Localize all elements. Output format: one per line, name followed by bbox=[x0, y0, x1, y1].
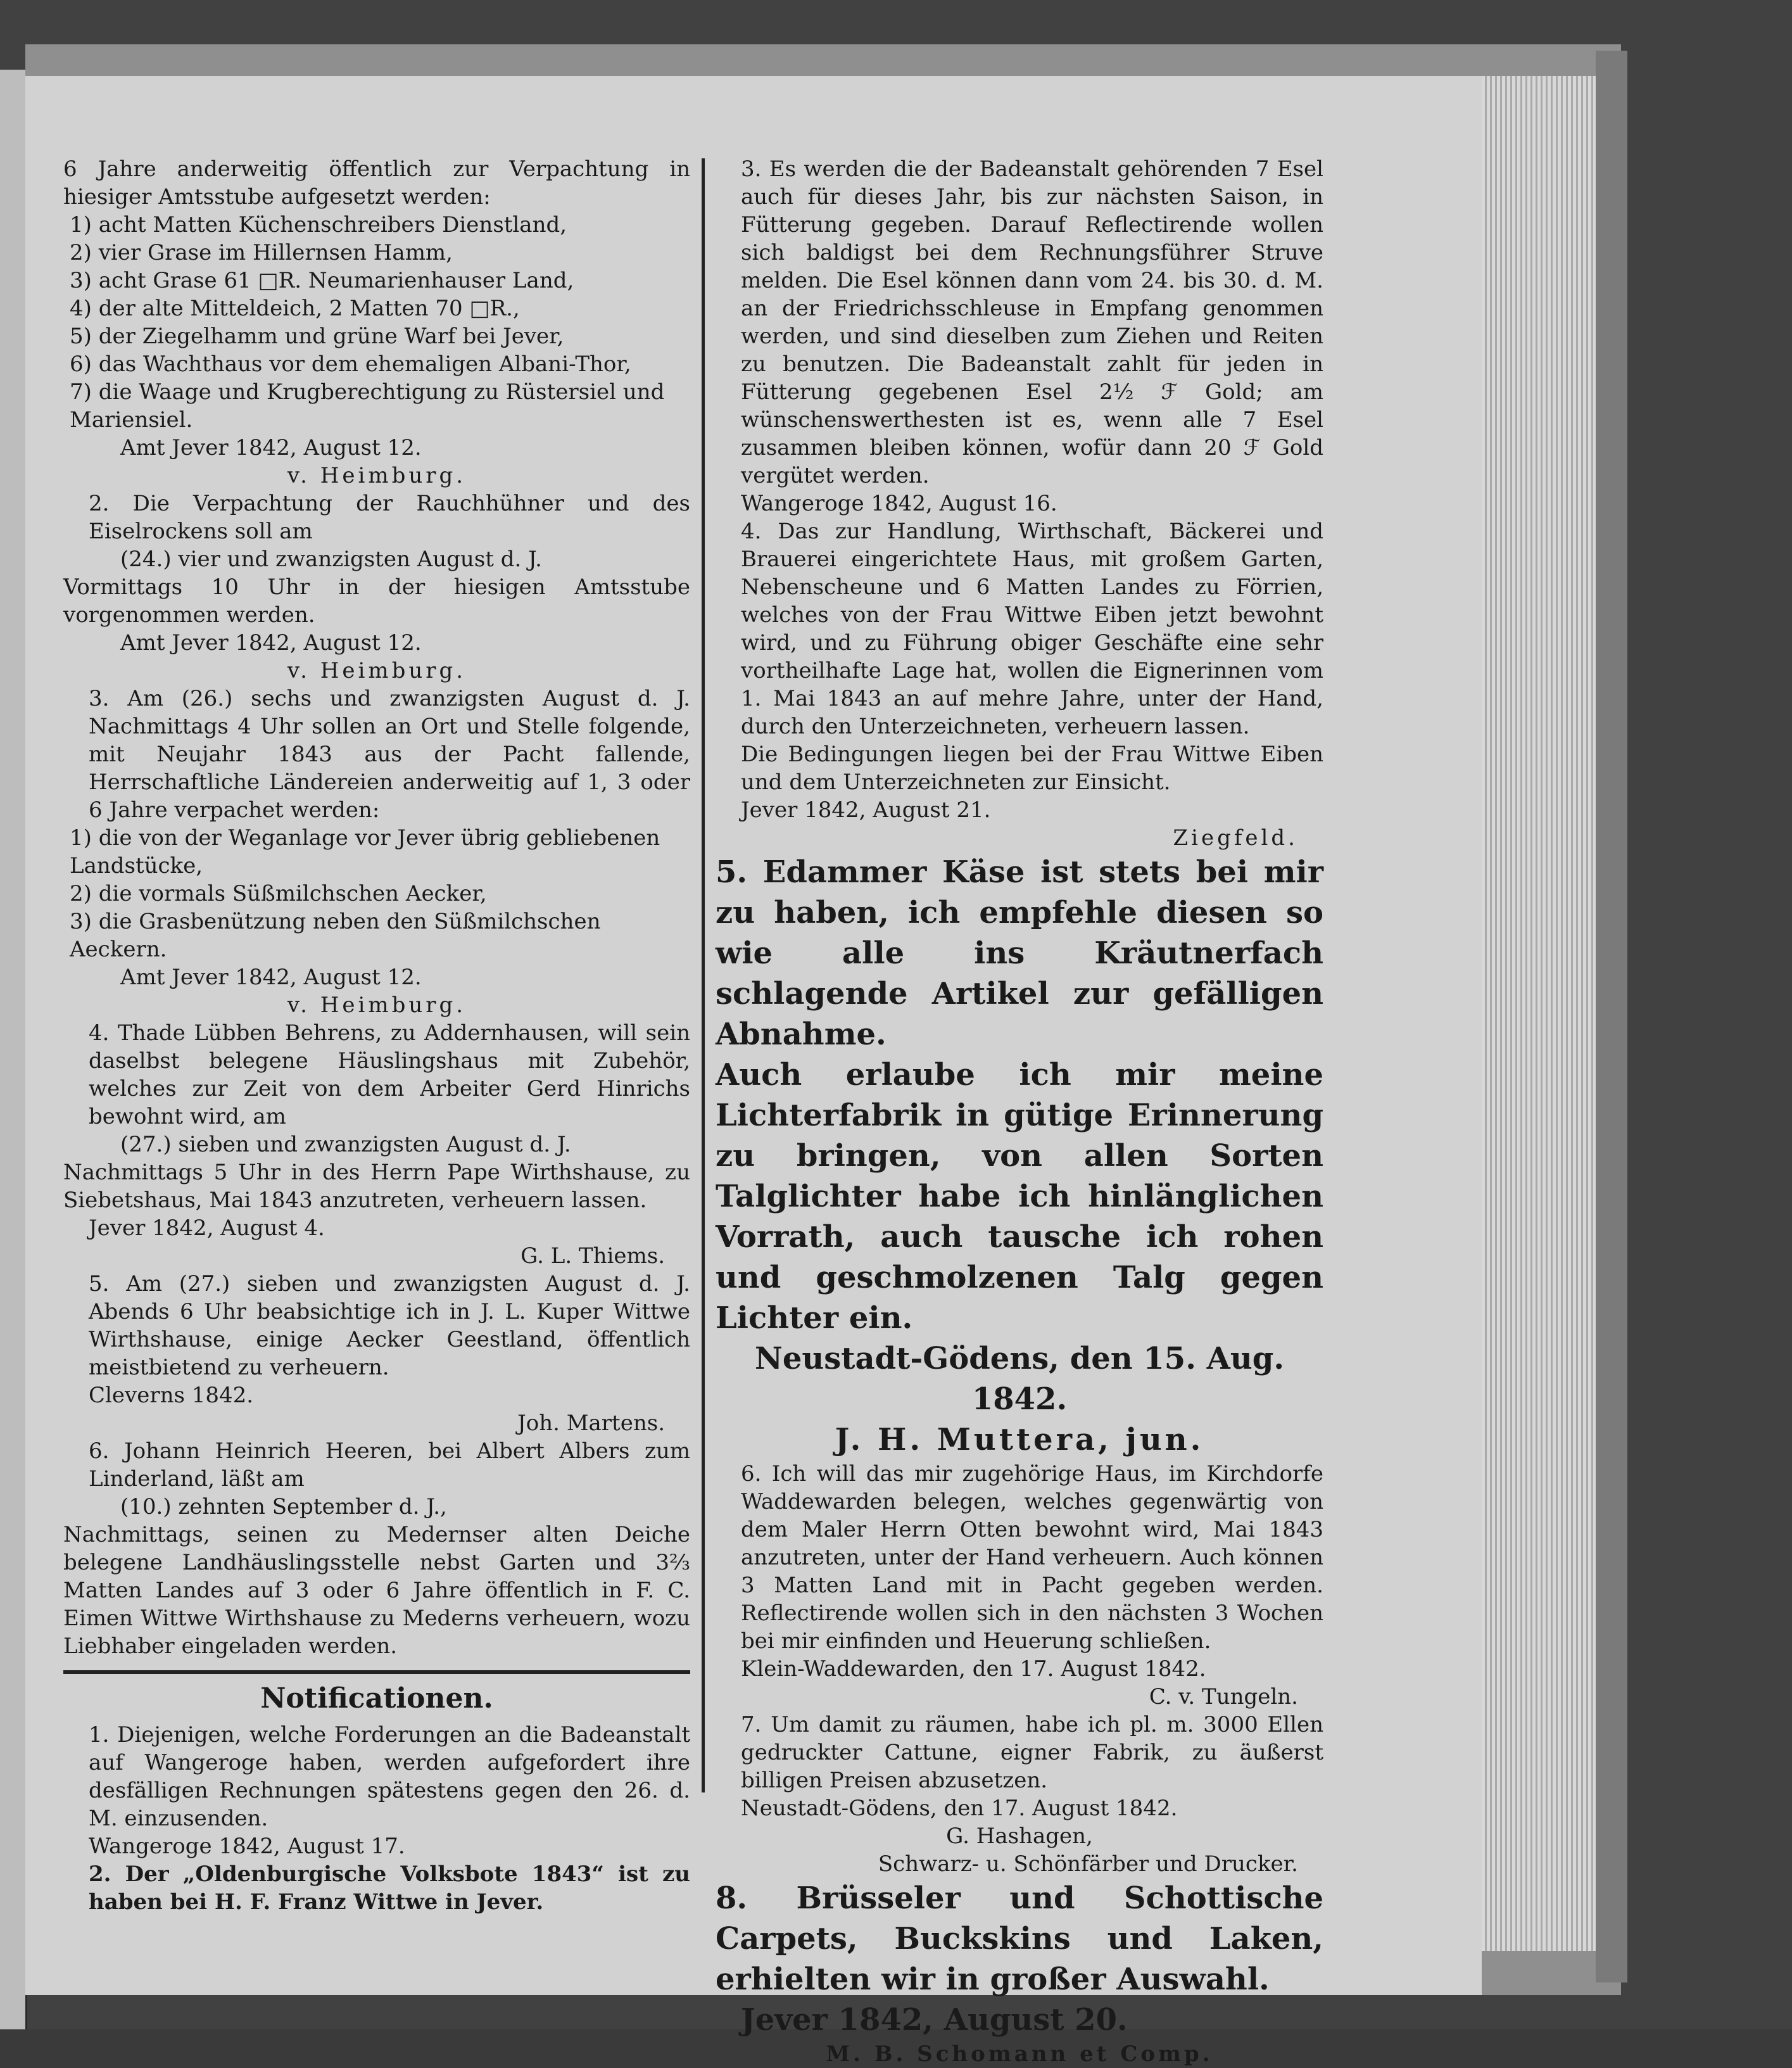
notice-6-text: 6. Johann Heinrich Heeren, bei Albert Albers zum Linderland, läßt am bbox=[89, 1438, 690, 1492]
advert-8-text: 8. Brüsseler und Schottische Carpets, Buckskins und Laken, erhielten wir in großer Auswahl. bbox=[716, 1881, 1323, 1997]
list-item: 2) vier Grase im Hillernsen Hamm, bbox=[70, 240, 453, 265]
signature-name: v. Heimburg. bbox=[287, 658, 467, 683]
notice-6-text: 6. Ich will das mir zugehörige Haus, im Kirchdorfe Waddewarden belegen, welches gegenwärtig von dem Maler Herrn Otten bewohnt wird, Mai 1843 anzutreten, unter der Hand verheuern. Auch können 3 Matten Land mit in Pacht gegeben werden. Reflectirende wollen sich in den nächsten 3 Wochen bei mir einfinden und Heuerung schließen. bbox=[741, 1461, 1323, 1654]
list-item: 3) acht Grase 61 □R. Neumarienhauser Land, bbox=[70, 268, 574, 293]
left-column bbox=[63, 155, 690, 1916]
right-column bbox=[716, 155, 1323, 2068]
notice-3-text: 3. Es werden die der Badeanstalt gehörenden 7 Esel auch für dieses Jahr, bis zur nächsten Saison, in Fütterung gegeben. Darauf Reflectirende wollen sich baldigst bei dem Rechnungsführer Struve melden. Die Esel können dann vom 24. bis 30. d. M. an der Friedrichsschleuse in Empfang genommen werden, und sind dieselben zum Ziehen und Reiten zu benutzen. Die Badeanstalt zahlt für jeden in Fütterung gegebenen Esel 2½ ℱ Gold; am wünschenswerthesten ist es, wenn alle 7 Esel zusammen bleiben können, wofür dann 20 ℱ Gold vergütet werden. bbox=[741, 156, 1323, 488]
section-rule bbox=[63, 1670, 690, 1674]
signature-name: v. Heimburg. bbox=[287, 463, 467, 488]
list-item: 5) der Ziegelhamm und grüne Warf bei Jever, bbox=[70, 324, 564, 349]
notice-4-text2: Nachmittags 5 Uhr in des Herrn Pape Wirthshause, zu Siebetshaus, Mai 1843 anzutreten, verheuern lassen. bbox=[63, 1160, 690, 1213]
signature-place: Amt Jever 1842, August 12. bbox=[120, 435, 422, 460]
notice-3-text: 3. Am (26.) sechs und zwanzigsten August d. J. Nachmittags 4 Uhr sollen an Ort und Stelle folgende, mit Neujahr 1843 aus der Pacht fallende, Herrschaftliche Ländereien anderweitig auf 1, 3 oder 6 Jahre verpachet werden: bbox=[89, 686, 690, 823]
advert-5-text2: Auch erlaube ich mir meine Lichterfabrik in gütige Erinnerung zu bringen, von allen Sorten Talglichter habe ich hinlänglichen Vorrath, auch tausche ich rohen und geschmolzenen Talg gegen Lichter ein. bbox=[716, 1057, 1323, 1336]
list-item: 3) die Grasbenützung neben den Süßmilchschen Aeckern. bbox=[70, 909, 601, 962]
column-divider bbox=[702, 158, 705, 1792]
left-intro: 6 Jahre anderweitig öffentlich zur Verpachtung in hiesiger Amtsstube aufgesetzt werden: bbox=[63, 156, 690, 210]
signature-place: Jever 1842, August 4. bbox=[89, 1215, 325, 1241]
signature-place: Jever 1842, August 20. bbox=[741, 2002, 1128, 2038]
signature-name: C. v. Tungeln. bbox=[1149, 1684, 1298, 1710]
notification-1-signature: Wangeroge 1842, August 17. bbox=[89, 1834, 405, 1859]
signature-name: G. L. Thiems. bbox=[521, 1243, 665, 1269]
notice-4-text: 4. Thade Lübben Behrens, zu Addernhausen, will sein daselbst belegene Häuslingshaus mit Zubehör, welches zur Zeit von dem Arbeiter Gerd Hinrichs bewohnt wird, am bbox=[89, 1020, 690, 1129]
notification-1-text: 1. Diejenigen, welche Forderungen an die Badeanstalt auf Wangeroge haben, werden aufgefordert ihre desfälligen Rechnungen spätestens gegen den 26. d. M. einzusenden. bbox=[89, 1722, 690, 1831]
notice-4-text: 4. Das zur Handlung, Wirthschaft, Bäckerei und Brauerei eingerichtete Haus, mit großem Garten, Nebenscheune und 6 Matten Landes zu Förrien, welches von der Frau Wittwe Eiben jetzt bewohnt wird, und zu Führung obiger Geschäfte eine sehr vortheilhafte Lage hat, wollen die Eignerinnen vom 1. Mai 1843 an auf mehre Jahre, unter der Hand, durch den Unterzeichneten, verheuern lassen. bbox=[741, 519, 1323, 739]
notice-6-date: (10.) zehnten September d. J., bbox=[120, 1494, 447, 1519]
notice-6-text2: Nachmittags, seinen zu Medernser alten Deiche belegene Landhäuslingsstelle nebst Garten und 3⅔ Matten Landes auf 3 oder 6 Jahre öffentlich in F. C. Eimen Wittwe Wirthshause zu Mederns verheuern, wozu Liebhaber eingeladen werden. bbox=[63, 1522, 690, 1659]
signature-name: J. H. Muttera, jun. bbox=[835, 1422, 1204, 1457]
signature-name: G. Hashagen, bbox=[946, 1824, 1093, 1849]
list-item: 6) das Wachthaus vor dem ehemaligen Albani-Thor, bbox=[70, 352, 631, 377]
list-item: 1) acht Matten Küchenschreibers Dienstland, bbox=[70, 212, 567, 238]
signature-place: Klein-Waddewarden, den 17. August 1842. bbox=[741, 1656, 1206, 1682]
advert-5-text: 5. Edammer Käse ist stets bei mir zu haben, ich empfehle diesen so wie alle ins Kräutnerfach schlagende Artikel zur gefälligen Abnahme. bbox=[716, 854, 1323, 1052]
signature-place: Cleverns 1842. bbox=[89, 1383, 254, 1408]
section-heading: Notificationen. bbox=[260, 1682, 493, 1715]
notice-5-text: 5. Am (27.) sieben und zwanzigsten August d. J. Abends 6 Uhr beabsichtige ich in J. L. Kuper Wittwe Wirthshause, einige Aecker Geestland, öffentlich meistbietend zu verheuern. bbox=[89, 1271, 690, 1380]
notice-7-text: 7. Um damit zu räumen, habe ich pl. m. 3000 Ellen gedruckter Cattune, eigner Fabrik, zu äußerst billigen Preisen abzusetzen. bbox=[741, 1712, 1323, 1793]
list-item: 2) die vormals Süßmilchschen Aecker, bbox=[70, 881, 487, 906]
signature-name: Joh. Martens. bbox=[517, 1411, 665, 1436]
notice-2-text2: Vormittags 10 Uhr in der hiesigen Amtsstube vorgenommen werden. bbox=[63, 574, 690, 628]
signature-place: Jever 1842, August 21. bbox=[741, 797, 991, 823]
list-item: 4) der alte Mitteldeich, 2 Matten 70 □R., bbox=[70, 296, 520, 321]
signature-place: Neustadt-Gödens, den 17. August 1842. bbox=[741, 1796, 1178, 1821]
notice-2-date: (24.) vier und zwanzigsten August d. J. bbox=[120, 547, 542, 572]
signature-name: v. Heimburg. bbox=[287, 993, 467, 1018]
signature-place: Amt Jever 1842, August 12. bbox=[120, 630, 422, 656]
list-item: 7) die Waage und Krugberechtigung zu Rüstersiel und Mariensiel. bbox=[70, 379, 665, 433]
signature-place: Neustadt-Gödens, den 15. Aug. 1842. bbox=[754, 1341, 1285, 1417]
signature-name: Ziegfeld. bbox=[1173, 825, 1298, 851]
left-page-edge bbox=[0, 70, 27, 2029]
signature-title: Schwarz- u. Schönfärber und Drucker. bbox=[878, 1851, 1298, 1877]
notification-2-text: 2. Der „Oldenburgische Volksbote 1843“ ist zu haben bei H. F. Franz Wittwe in Jever. bbox=[89, 1862, 690, 1915]
book-binding bbox=[1596, 51, 1627, 1982]
signature-place: Wangeroge 1842, August 16. bbox=[741, 491, 1057, 516]
notice-2-text: 2. Die Verpachtung der Rauchhühner und des Eiselrockens soll am bbox=[89, 491, 690, 544]
signature-place: Amt Jever 1842, August 12. bbox=[120, 965, 422, 990]
signature-name: M. B. Schomann et Comp. bbox=[826, 2041, 1213, 2067]
notice-4-date: (27.) sieben und zwanzigsten August d. J. bbox=[120, 1132, 571, 1157]
notice-4-text2: Die Bedingungen liegen bei der Frau Wittwe Eiben und dem Unterzeichneten zur Einsicht. bbox=[741, 742, 1323, 795]
list-item: 1) die von der Weganlage vor Jever übrig gebliebenen Landstücke, bbox=[70, 825, 660, 879]
